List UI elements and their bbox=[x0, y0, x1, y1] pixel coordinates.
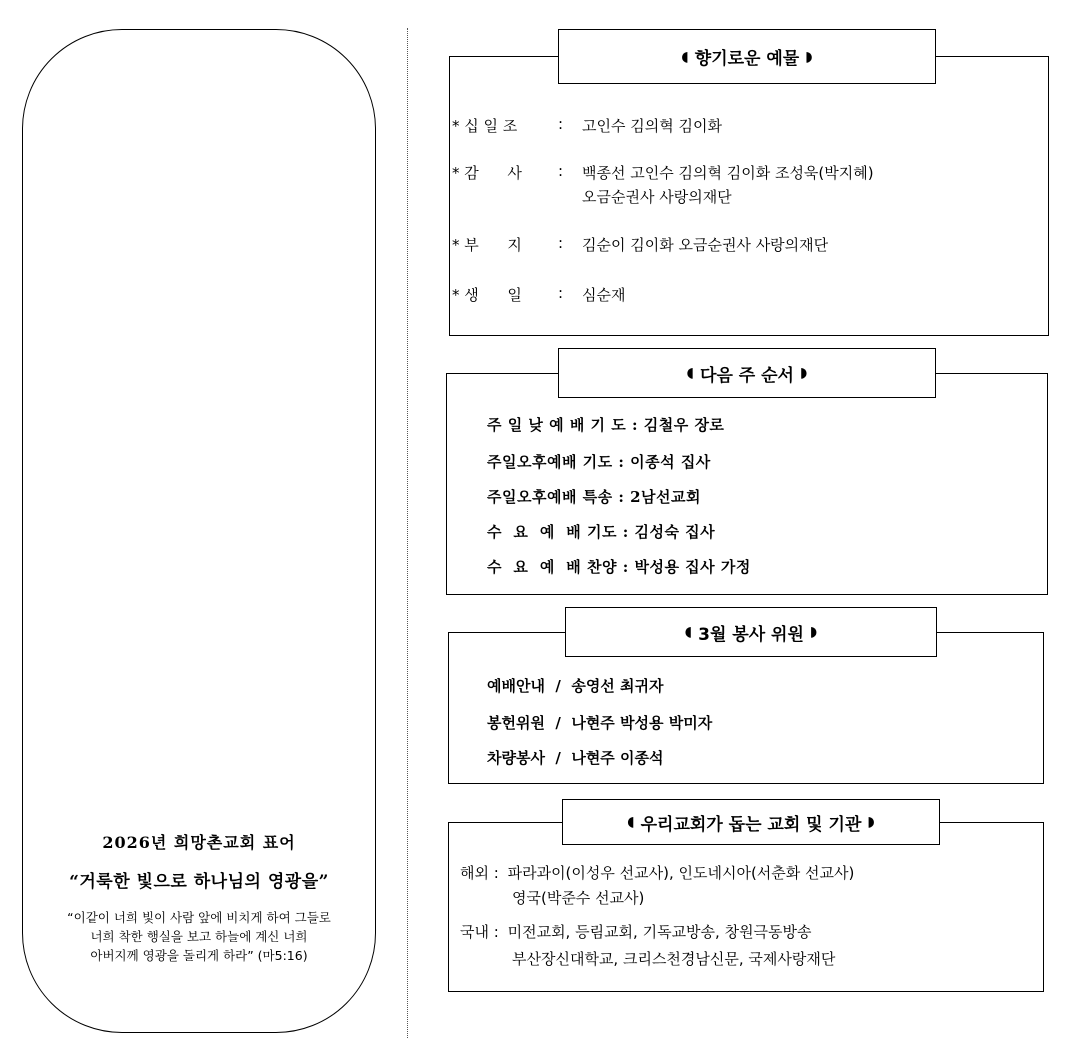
right-ornament-icon: ◗ bbox=[799, 365, 808, 381]
supported-line-cont: 부산장신대학교, 크리스천경남신문, 국제사랑재단 bbox=[512, 950, 836, 968]
right-ornament-icon: ◗ bbox=[867, 814, 875, 830]
motto-verse: “이같이 너희 빛이 사람 앞에 비치게 하여 그들로 너희 착한 행실을 보고 하늘에 계신 너희 아버지께 영광을 돌리게 하라” (마5:16) bbox=[67, 910, 331, 963]
offering-value: 심순재 bbox=[582, 286, 626, 304]
supported-label: 해외 : bbox=[460, 864, 499, 882]
volunteer-row: 봉헌위원 / 나현주 박성용 박미자 bbox=[487, 714, 713, 732]
left-ornament-icon: ◖ bbox=[681, 48, 689, 65]
motto-block bbox=[23, 830, 375, 965]
supported-line: 미전교회, 등림교회, 기독교방송, 창원극동방송 bbox=[507, 923, 812, 941]
right-ornament-icon: ◗ bbox=[809, 624, 818, 640]
next-week-title-box bbox=[558, 348, 936, 398]
volunteers-title-box bbox=[565, 607, 937, 657]
volunteers-title: 3월 봉사 위원 bbox=[698, 624, 804, 645]
offering-value: 고인수 김의혁 김이화 bbox=[582, 117, 722, 135]
offering-row-thanks bbox=[452, 162, 1042, 212]
offering-label: * 생 일 bbox=[452, 286, 522, 304]
schedule-row: 수 요 예 배 찬양 : 박성용 집사 가정 bbox=[487, 558, 751, 576]
motto-panel bbox=[22, 29, 376, 1033]
supported-label: 국내 : bbox=[460, 923, 499, 941]
offering-label: * 십 일 조 bbox=[452, 117, 518, 135]
volunteer-row: 차량봉사 / 나현주 이종석 bbox=[487, 749, 664, 767]
supported-line-cont: 영국(박준수 선교사) bbox=[512, 889, 645, 907]
offering-value: 백종선 고인수 김의혁 김이화 조성욱(박지혜) bbox=[582, 164, 874, 182]
offering-colon: : bbox=[558, 234, 564, 252]
offering-colon: : bbox=[558, 115, 564, 133]
schedule-row: 주일오후예배 기도 : 이종석 집사 bbox=[487, 453, 711, 471]
right-ornament-icon: ◗ bbox=[805, 48, 813, 65]
schedule-row: 주일오후예배 특송 : 2남선교회 bbox=[487, 488, 702, 506]
offering-label: * 감 사 bbox=[452, 164, 522, 182]
offering-row-tithe bbox=[452, 115, 1042, 155]
volunteer-row: 예배안내 / 송영선 최귀자 bbox=[487, 677, 664, 695]
offering-row-birthday bbox=[452, 284, 1042, 314]
offering-colon: : bbox=[558, 284, 564, 302]
left-ornament-icon: ◖ bbox=[627, 814, 635, 830]
left-ornament-icon: ◖ bbox=[684, 624, 693, 640]
motto-year-line: 2026년 희망촌교회 표어 bbox=[102, 833, 296, 852]
left-ornament-icon: ◖ bbox=[686, 365, 695, 381]
schedule-row: 수 요 예 배 기도 : 김성숙 집사 bbox=[487, 523, 716, 541]
offering-row-building bbox=[452, 234, 1042, 264]
fold-divider bbox=[407, 28, 408, 1038]
supported-row-domestic bbox=[460, 921, 812, 942]
schedule-row: 주 일 낮 예 배 기 도 : 김철우 장로 bbox=[487, 416, 725, 434]
supported-line: 파라과이(이성우 선교사), 인도네시아(서춘화 선교사) bbox=[507, 864, 855, 882]
offerings-title-box bbox=[558, 29, 936, 84]
offering-label: * 부 지 bbox=[452, 236, 522, 254]
offering-value-cont: 오금순권사 사랑의재단 bbox=[582, 188, 732, 206]
motto-title: “거룩한 빛으로 하나님의 영광을” bbox=[69, 872, 329, 892]
offering-colon: : bbox=[558, 162, 564, 180]
supported-title: 우리교회가 돕는 교회 및 기관 bbox=[640, 814, 862, 835]
supported-title-box bbox=[562, 799, 940, 845]
next-week-title: 다음 주 순서 bbox=[700, 365, 794, 386]
supported-row-overseas bbox=[460, 862, 854, 883]
offerings-title: 향기로운 예물 bbox=[694, 49, 800, 69]
offering-value: 김순이 김이화 오금순권사 사랑의재단 bbox=[582, 236, 829, 254]
